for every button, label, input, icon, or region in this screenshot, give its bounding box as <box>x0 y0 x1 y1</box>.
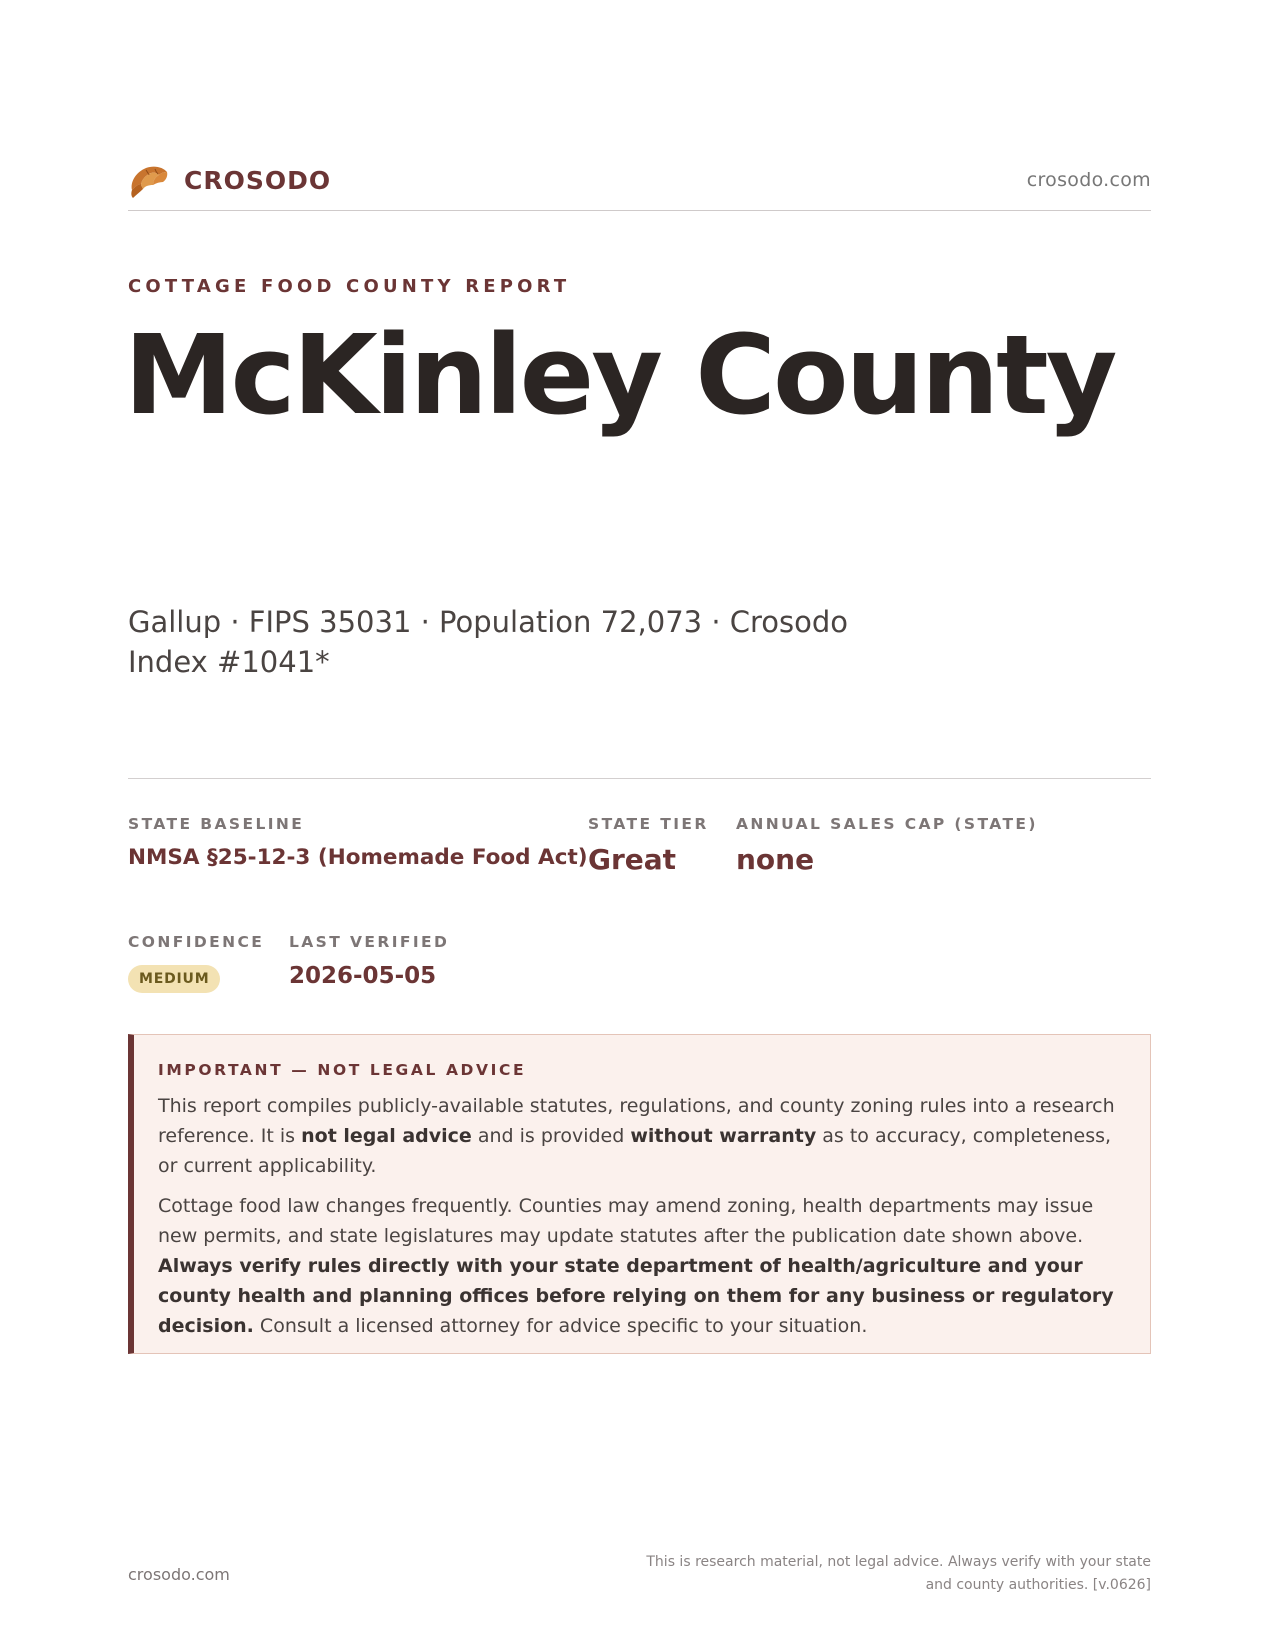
last-verified-label: LAST VERIFIED <box>289 933 450 951</box>
sales-cap-label: ANNUAL SALES CAP (STATE) <box>736 815 1038 833</box>
state-baseline-label: STATE BASELINE <box>128 815 305 833</box>
croissant-icon <box>128 160 170 200</box>
disclaimer-paragraph-1: This report compiles publicly-available statutes, regulations, and county zoning rules into a research reference. It is not legal advice and is provided without warranty as to accuracy, completeness, or current applicability. <box>158 1095 1115 1177</box>
sales-cap-value: none <box>736 843 815 876</box>
page-header <box>128 160 1151 200</box>
report-eyebrow: COTTAGE FOOD COUNTY REPORT <box>128 276 571 297</box>
header-divider <box>128 210 1151 211</box>
report-page <box>124 0 1151 1650</box>
county-subtitle: Gallup · FIPS 35031 · Population 72,073 · Crosodo Index #1041* <box>128 605 849 679</box>
brand <box>128 160 331 200</box>
disclaimer-heading: IMPORTANT — NOT LEGAL ADVICE <box>158 1061 527 1079</box>
section-divider <box>128 778 1151 779</box>
state-tier-label: STATE TIER <box>588 815 709 833</box>
last-verified-field <box>289 933 449 989</box>
sales-cap-field <box>736 815 1038 876</box>
state-baseline-field <box>128 815 588 870</box>
header-site-link[interactable]: crosodo.com <box>1026 169 1151 191</box>
state-baseline-value: NMSA §25-12-3 (Homemade Food Act) <box>128 845 588 870</box>
brand-name: CROSODO <box>184 165 332 195</box>
footer-site-link[interactable]: crosodo.com <box>128 1565 230 1584</box>
footer-disclaimer: This is research material, not legal advice. Always verify with your state and county authorities. [v.0626] <box>646 1554 1151 1593</box>
page-title: McKinley County <box>124 311 1115 439</box>
confidence-label: CONFIDENCE <box>128 933 265 951</box>
confidence-field <box>128 933 264 993</box>
disclaimer-paragraph-2: Cottage food law changes frequently. Counties may amend zoning, health departments may issue new permits, and state legislatures may update statutes after the publication date shown above. Always verify rules directly with your state department of health/agriculture and your county health and planning offices before relying on them for any business or regulatory decision. Consult a licensed attorney for advice specific to your situation. <box>158 1195 1114 1337</box>
state-tier-value: Great <box>588 843 677 876</box>
confidence-badge: MEDIUM <box>128 965 220 993</box>
legal-disclaimer-box <box>128 1034 1151 1354</box>
last-verified-value: 2026-05-05 <box>289 963 437 989</box>
state-tier-field <box>588 815 709 876</box>
